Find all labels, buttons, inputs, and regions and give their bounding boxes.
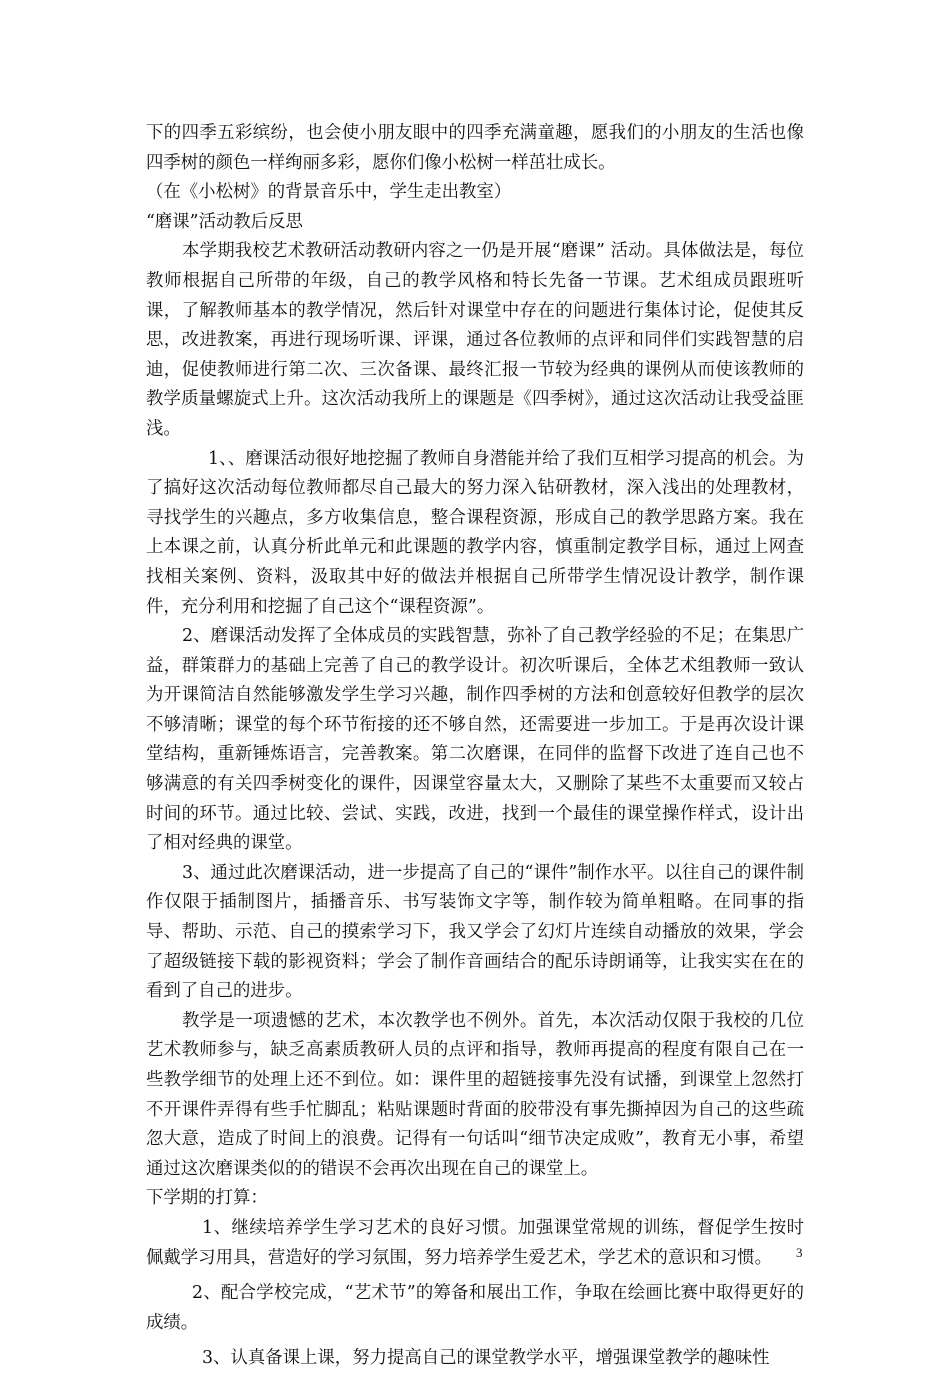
paragraph-stage-direction: （在《小松树》的背景音乐中，学生走出教室） — [146, 182, 512, 203]
section-heading-next-term: 下学期的打算： — [146, 1188, 268, 1209]
page-number: 3 — [796, 1245, 803, 1260]
paragraph-reflection-intro: 本学期我校艺术教研活动教研内容之一仍是开展“磨课” 活动。具体做法是，每位教师根据自己所带的年级，自己的教学风格和特长先备一节课。艺术组成员跟班听课，了解教师基本的教学情况，然后针对课堂中存在的问题进行集体讨论，促使其反思，改进教案，再进行现场听课、评课，通过各位教师的点评和同伴们实践智慧的启迪，促使教师进行第二次、三次备课、最终汇报一节较为经典的课例从而使该教师的教学质量螺旋式上升。这次活动我所上的课题是《四季树》，通过这次活动让我受益匪浅。 — [146, 241, 804, 439]
paragraph-closing-wish: 下的四季五彩缤纷，也会使小朋友眼中的四季充满童趣，愿我们的小朋友的生活也像四季树的颜色一样绚丽多彩，愿你们像小松树一样茁壮成长。 — [146, 123, 804, 173]
paragraph-shortcomings: 教学是一项遗憾的艺术，本次教学也不例外。首先，本次活动仅限于我校的几位艺术教师参与，缺乏高素质教研人员的点评和指导，教师再提高的程度有限自己在一些教学细节的处理上还不到位。如：课件里的超链接事先没有试播，到课堂上忽然打不开课件弄得有些手忙脚乱；粘贴课题时背面的胶带没有事先撕掉因为自己的这些疏忽大意，造成了时间上的浪费。记得有一句话叫“细节决定成败”，教育无小事，希望通过这次磨课类似的的错误不会再次出现在自己的课堂上。 — [146, 1010, 804, 1179]
paragraph-point-3: 3、通过此次磨课活动，进一步提高了自己的“课件”制作水平。以往自己的课件制作仅限于插制图片，插播音乐、书写装饰文字等，制作较为简单粗略。在同事的指导、帮助、示范、自己的摸索学习下，我又学会了幻灯片连续自动播放的效果，学会了超级链接下载的影视资料；学会了制作音画结合的配乐诗朗诵等，让我实实在在的看到了自己的进步。 — [146, 862, 804, 1002]
plan-item-2: 2、配合学校完成，“艺术节”的筹备和展出工作，争取在绘画比赛中取得更好的成绩。 — [146, 1283, 804, 1333]
section-heading-reflection: “磨课”活动教后反思 — [146, 211, 303, 232]
plan-item-3: 3、认真备课上课，努力提高自己的课堂教学水平，增强课堂教学的趣味性 — [202, 1348, 770, 1369]
paragraph-point-2: 2、磨课活动发挥了全体成员的实践智慧，弥补了自己教学经验的不足；在集思广益，群策群力的基础上完善了自己的教学设计。初次听课后，全体艺术组教师一致认为开课简洁自然能够激发学生学习兴趣，制作四季树的方法和创意较好但教学的层次不够清晰；课堂的每个环节衔接的还不够自然，还需要进一步加工。于是再次设计课堂结构，重新锤炼语言，完善教案。第二次磨课，在同伴的监督下改进了连自己也不够满意的有关四季树变化的课件，因课堂容量太大，又删除了某些不太重要而又较占时间的环节。通过比较、尝试、实践，改进，找到一个最佳的课堂操作样式，设计出了相对经典的课堂。 — [146, 626, 804, 854]
paragraph-point-1: 1、、磨课活动很好地挖掘了教师自身潜能并给了我们互相学习提高的机会。为了搞好这次活动每位教师都尽自己最大的努力深入钻研教材，深入浅出的处理教材，寻找学生的兴趣点，多方收集信息，整合课程资源，形成自己的教学思路方案。我在上本课之前，认真分析此单元和此课题的教学内容，慎重制定教学目标，通过上网查找相关案例、资料，汲取其中好的做法并根据自己所带学生情况设计教学，制作课件，充分利用和挖掘了自己这个“课程资源”。 — [146, 448, 804, 617]
document-body — [146, 119, 804, 1374]
plan-item-1: 1、继续培养学生学习艺术的良好习惯。加强课堂常规的训练，督促学生按时佩戴学习用具，营造好的学习氛围，努力培养学生爱艺术，学艺术的意识和习惯。 — [146, 1217, 804, 1268]
